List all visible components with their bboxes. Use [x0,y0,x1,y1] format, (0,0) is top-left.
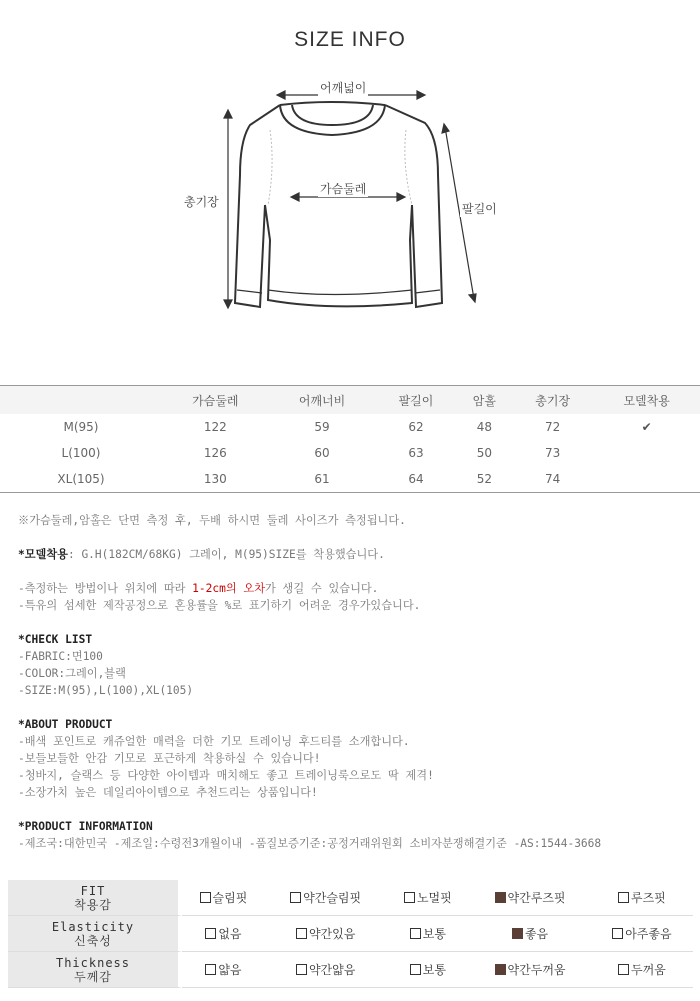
value-cell: 48 [476,420,492,434]
size-cell: M(95) [63,420,99,434]
elasticity-en: Elasticity [51,919,135,934]
fit-table [8,880,693,988]
elasticity-option [591,916,693,952]
value-cell: 50 [476,446,492,460]
thickness-row [8,952,693,988]
fit-option-selected [469,880,591,916]
measure-note: ※가슴둘레,암홀은 단면 측정 후, 두배 하시면 둘레 사이즈가 측정됩니다. [18,514,406,527]
size-cell: L(100) [61,446,101,460]
thickness-en: Thickness [55,955,131,970]
table-row [0,414,700,440]
elasticity-option-label: 약간있음 [308,927,356,941]
value-cell: 74 [512,466,593,493]
value-cell: 130 [162,466,269,493]
checkbox-icon [612,928,623,939]
check-size: -SIZE:M(95),L(100),XL(105) [18,684,194,697]
elasticity-option-label: 없음 [218,927,242,941]
fit-option [265,880,387,916]
total-length-label: 총기장 [184,195,219,209]
checkbox-icon [404,892,415,903]
thickness-option [591,952,693,988]
error-note [18,580,688,597]
size-cell: XL(105) [0,466,162,493]
value-cell: 64 [375,466,456,493]
fit-option [386,880,469,916]
elasticity-row [8,916,693,952]
shoulder-label: 어깨넓이 [320,81,367,95]
thickness-option [265,952,387,988]
value-cell [593,440,700,466]
product-info-heading: *PRODUCT INFORMATION [18,820,153,833]
value-cell: 62 [408,420,424,434]
value-cell: 73 [545,446,561,460]
fit-option [182,880,265,916]
size-table-header [0,386,700,415]
checkbox-filled-icon [495,964,506,975]
thickness-option-label: 얇음 [218,963,242,977]
chest-label: 가슴둘레 [320,182,367,196]
garment-diagram [180,75,500,329]
elasticity-option-label: 보통 [422,927,446,941]
value-cell: 52 [457,466,513,493]
sweatshirt-illustration [180,75,500,325]
thickness-option-label: 약간두꺼움 [507,963,566,977]
value-cell: 126 [203,446,227,460]
value-cell: 63 [408,446,424,460]
fit-option-label: 노멀핏 [416,891,452,905]
fit-option-label: 루즈핏 [631,891,666,905]
about-product-heading: *ABOUT PRODUCT [18,718,113,731]
value-cell: 61 [269,466,376,493]
elasticity-ko: 신축성 [74,933,112,948]
elasticity-option-label: 좋음 [524,927,549,941]
fit-option [591,880,693,916]
value-cell: 72 [545,420,561,434]
header-cell: 어깨너비 [269,386,376,415]
value-cell: 60 [314,446,330,460]
fit-en: FIT [80,883,106,898]
value-cell: 122 [203,420,227,434]
thickness-option-label: 보통 [422,963,446,977]
fit-option-label: 약간슬림핏 [303,891,362,905]
product-info-line: -제조국:대한민국 -제조일:수령전3개월이내 -품질보증기준:공정거래위원회 소비자분쟁해결기준 -AS:1544-3668 [18,837,602,850]
check-fabric: -FABRIC:면100 [18,650,103,663]
checkbox-icon [296,928,307,939]
elasticity-option [182,916,265,952]
elasticity-row-header [8,916,182,952]
elasticity-option-label: 아주좋음 [625,927,672,941]
checkbox-icon [410,964,421,975]
about-line: -소장가치 높은 데일리아이템으로 추천드리는 상품입니다! [18,786,318,799]
model-note [18,546,688,563]
fit-option-label: 약간루즈핏 [507,891,566,905]
elasticity-option [386,916,469,952]
thickness-row-header [8,952,182,988]
checkbox-icon [290,892,301,903]
model-heading: *모델착용 [18,548,68,561]
header-cell: 모델착용 [593,386,700,415]
value-cell: 59 [314,420,330,434]
table-row [0,440,700,466]
about-line: -청바지, 슬랙스 등 다양한 아이템과 매치해도 좋고 트레이닝룩으로도 딱 제격! [18,769,434,782]
size-table [0,385,700,493]
table-row [0,466,700,493]
header-cell: 총기장 [512,386,593,415]
thickness-option [182,952,265,988]
header-cell: 팔길이 [375,386,456,415]
thickness-option-label: 약간얇음 [308,963,356,977]
error-text-end: 가 생길 수 있습니다. [265,582,379,595]
checkbox-icon [200,892,211,903]
blend-note: -특유의 섬세한 제작공정으로 혼용률을 %로 표기하기 어려운 경우가있습니다. [18,599,421,612]
fit-option-label: 슬림핏 [212,891,248,905]
check-icon: ✔ [641,420,652,434]
header-cell: 암홀 [457,386,513,415]
header-cell: 가슴둘레 [162,386,269,415]
elasticity-option [265,916,387,952]
thickness-option [386,952,469,988]
sleeve-label: 팔길이 [462,202,497,216]
error-highlight: 1-2cm의 오차 [192,582,266,595]
thickness-option-selected [469,952,591,988]
thickness-ko: 두께감 [74,969,112,984]
model-text: : G.H(182CM/68KG) 그레이, M(95)SIZE를 착용했습니다. [67,548,385,561]
fit-row-header [8,880,182,916]
page-title: SIZE INFO [294,28,406,51]
checkbox-icon [205,964,216,975]
header-cell [0,386,162,415]
product-notes [18,512,688,852]
checkbox-icon [410,928,421,939]
elasticity-option-selected [469,916,591,952]
checkbox-icon [205,928,216,939]
checkbox-icon [618,892,629,903]
check-list-heading: *CHECK LIST [18,633,93,646]
fit-row [8,880,693,916]
checkbox-filled-icon [512,928,523,939]
checkbox-filled-icon [495,892,506,903]
checkbox-icon [296,964,307,975]
value-cell [593,466,700,493]
checkbox-icon [618,964,629,975]
about-line: -배색 포인트로 캐쥬얼한 매력을 더한 기모 트레이닝 후드티를 소개합니다. [18,735,410,748]
error-text: -측정하는 방법이나 위치에 따라 [18,582,193,595]
check-color: -COLOR:그레이,블랙 [18,667,126,680]
fit-ko: 착용감 [74,897,112,912]
about-line: -보들보들한 안감 기모로 포근하게 착용하실 수 있습니다! [18,752,321,765]
thickness-option-label: 두꺼움 [631,963,666,977]
